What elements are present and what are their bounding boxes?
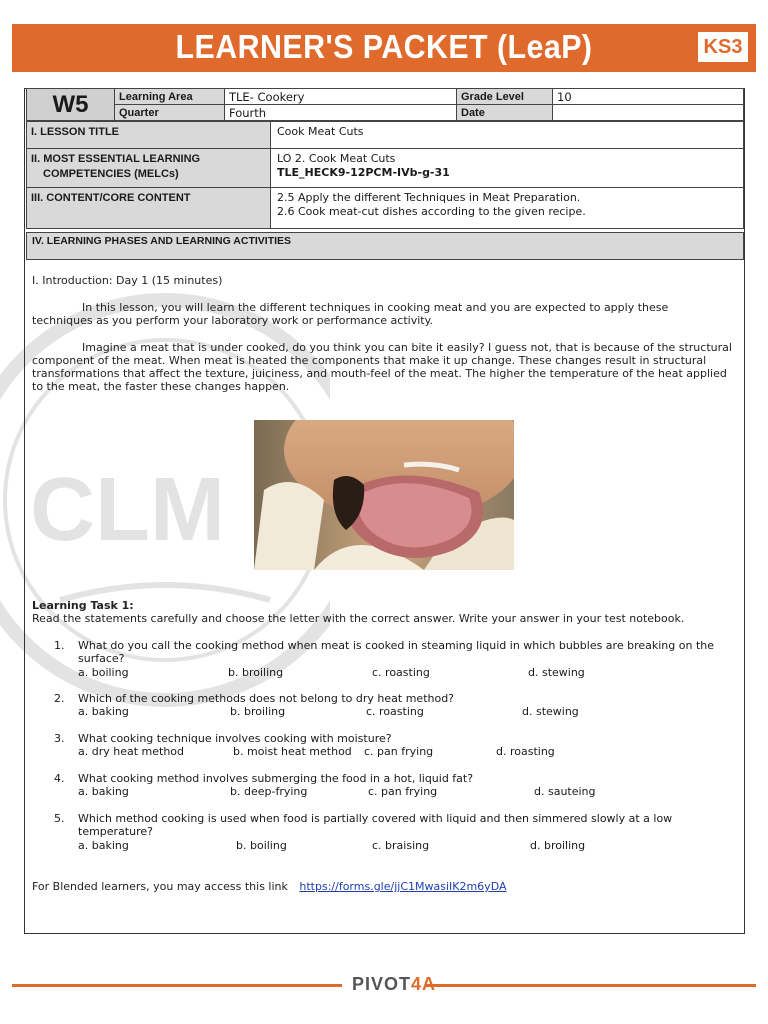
question-stem-cont: temperature? — [78, 825, 153, 839]
date-value — [553, 105, 744, 121]
pivot-logo — [352, 974, 436, 995]
task-title: Learning Task 1: — [32, 599, 134, 612]
option-c: c. roasting — [372, 665, 430, 679]
svg-text:CLM: CLM — [30, 460, 225, 560]
question-3 — [54, 732, 744, 758]
question-number: 5. — [54, 812, 65, 825]
question-stem: What cooking method involves submerging the food in a hot, liquid fat? — [78, 772, 474, 785]
content-value-line-2: 2.6 Cook meat-cut dishes according to the given recipe. — [277, 205, 586, 218]
intro-heading: I. Introduction: Day 1 (15 minutes) — [32, 274, 223, 287]
intro-paragraph-1-line-1: In this lesson, you will learn the different techniques in cooking meat and you are expected to apply these — [82, 301, 669, 314]
content-value — [277, 191, 739, 219]
quarter-label: Quarter — [115, 105, 225, 121]
question-number: 2. — [54, 692, 65, 705]
option-a: a. baking — [78, 785, 129, 799]
question-options — [78, 839, 744, 852]
grade-level-value: 10 — [553, 89, 744, 105]
option-b: b. deep-frying — [230, 785, 308, 799]
grade-level-label: Grade Level — [457, 89, 553, 105]
option-b: b. broiling — [230, 705, 286, 719]
google-form-link[interactable]: https://forms.gle/jjC1MwasiIK2m6yDA — [299, 880, 507, 893]
intro-paragraph-2-line-2: component of the meat. When meat is heated the components that make it up change. These changes result in structural — [32, 354, 707, 367]
melc-label-line-1: II. MOST ESSENTIAL LEARNING — [31, 153, 201, 165]
question-5 — [54, 812, 744, 852]
ks3-badge: KS3 — [698, 32, 748, 62]
question-number: 1. — [54, 639, 65, 652]
melc-label — [27, 149, 271, 187]
learning-area-label: Learning Area — [115, 89, 225, 105]
option-d: d. stewing — [522, 705, 579, 719]
option-d: d. sauteing — [534, 785, 596, 799]
question-stem: What cooking technique involves cooking with moisture? — [78, 732, 392, 745]
melc-value — [277, 152, 739, 180]
option-a: a. baking — [78, 705, 129, 719]
intro-paragraph-2-line-3: transformations that affect the texture, juiciness, and mouth-feel of the meat. The higher the temperature of the heat applied — [32, 367, 727, 380]
question-stem: What do you call the cooking method when meat is cooked in steaming liquid in which bubbles are breaking on the — [78, 639, 714, 652]
intro-paragraph-1-line-2: techniques as you perform your laboratory work or performance activity. — [32, 314, 434, 327]
question-4 — [54, 772, 744, 798]
melc-value-line-1: LO 2. Cook Meat Cuts — [277, 152, 396, 165]
question-options — [78, 785, 744, 798]
page-banner — [12, 24, 756, 72]
lesson-title-value: Cook Meat Cuts — [277, 125, 364, 138]
week-label: W5 — [27, 89, 115, 121]
learning-phases-header: IV. LEARNING PHASES AND LEARNING ACTIVITIES — [26, 232, 744, 260]
option-d: d. broiling — [530, 838, 586, 852]
intro-paragraph-2-line-4: to the meat, the faster these changes happen. — [32, 380, 290, 393]
option-b: b. boiling — [236, 838, 287, 852]
option-c: c. roasting — [366, 705, 424, 719]
learning-area-value: TLE- Cookery — [225, 89, 457, 105]
question-options — [78, 745, 744, 758]
content-row — [26, 187, 744, 229]
lesson-title-label: I. LESSON TITLE — [27, 122, 271, 148]
pivot-logo-4a: 4A — [411, 974, 437, 994]
question-number: 3. — [54, 732, 65, 745]
option-c: c. pan frying — [368, 785, 438, 799]
option-c: c. pan frying — [364, 745, 434, 759]
question-2 — [54, 692, 744, 718]
task-instruction: Read the statements carefully and choose the letter with the correct answer. Write your answer in your test notebook. — [32, 612, 685, 625]
option-c: c. braising — [372, 838, 430, 852]
pivot-logo-text: PIVOT — [352, 974, 412, 994]
footer-rule-left — [12, 984, 342, 987]
footer-rule-right — [426, 984, 756, 987]
option-a: a. boiling — [78, 665, 129, 679]
intro-paragraph-2-line-1: Imagine a meat that is under cooked, do you think you can bite it easily? I guess not, that is because of the structural — [82, 341, 732, 354]
option-d: d. roasting — [496, 745, 555, 759]
option-b: b. broiling — [228, 665, 284, 679]
melc-label-line-2: COMPETENCIES (MELCs) — [43, 168, 179, 180]
melc-code: TLE_HECK9-12PCM-IVb-g-31 — [277, 166, 450, 179]
lesson-title-row — [26, 121, 744, 149]
question-options — [78, 705, 744, 718]
question-stem: Which of the cooking methods does not belong to dry heat method? — [78, 692, 455, 705]
content-label: III. CONTENT/CORE CONTENT — [27, 188, 271, 228]
question-stem: Which method cooking is used when food is partially covered with liquid and then simmered slowly at a low — [78, 812, 673, 825]
question-number: 4. — [54, 772, 65, 785]
date-label: Date — [457, 105, 553, 121]
content-value-line-1: 2.5 Apply the different Techniques in Meat Preparation. — [277, 191, 581, 204]
quarter-value: Fourth — [225, 105, 457, 121]
blended-learners-text: For Blended learners, you may access this link — [32, 880, 288, 893]
blended-learners-note — [32, 880, 507, 893]
question-1 — [54, 639, 744, 679]
question-stem-cont: surface? — [78, 652, 125, 666]
question-options — [78, 666, 744, 679]
option-a: a. dry heat method — [78, 745, 185, 759]
option-b: b. moist heat method — [233, 745, 352, 759]
option-d: d. stewing — [528, 665, 585, 679]
banner-title: LEARNER'S PACKET (LeaP) — [175, 28, 593, 65]
melc-row — [26, 148, 744, 188]
option-a: a. baking — [78, 838, 129, 852]
header-table — [26, 88, 744, 121]
meat-bite-photo — [254, 420, 514, 570]
